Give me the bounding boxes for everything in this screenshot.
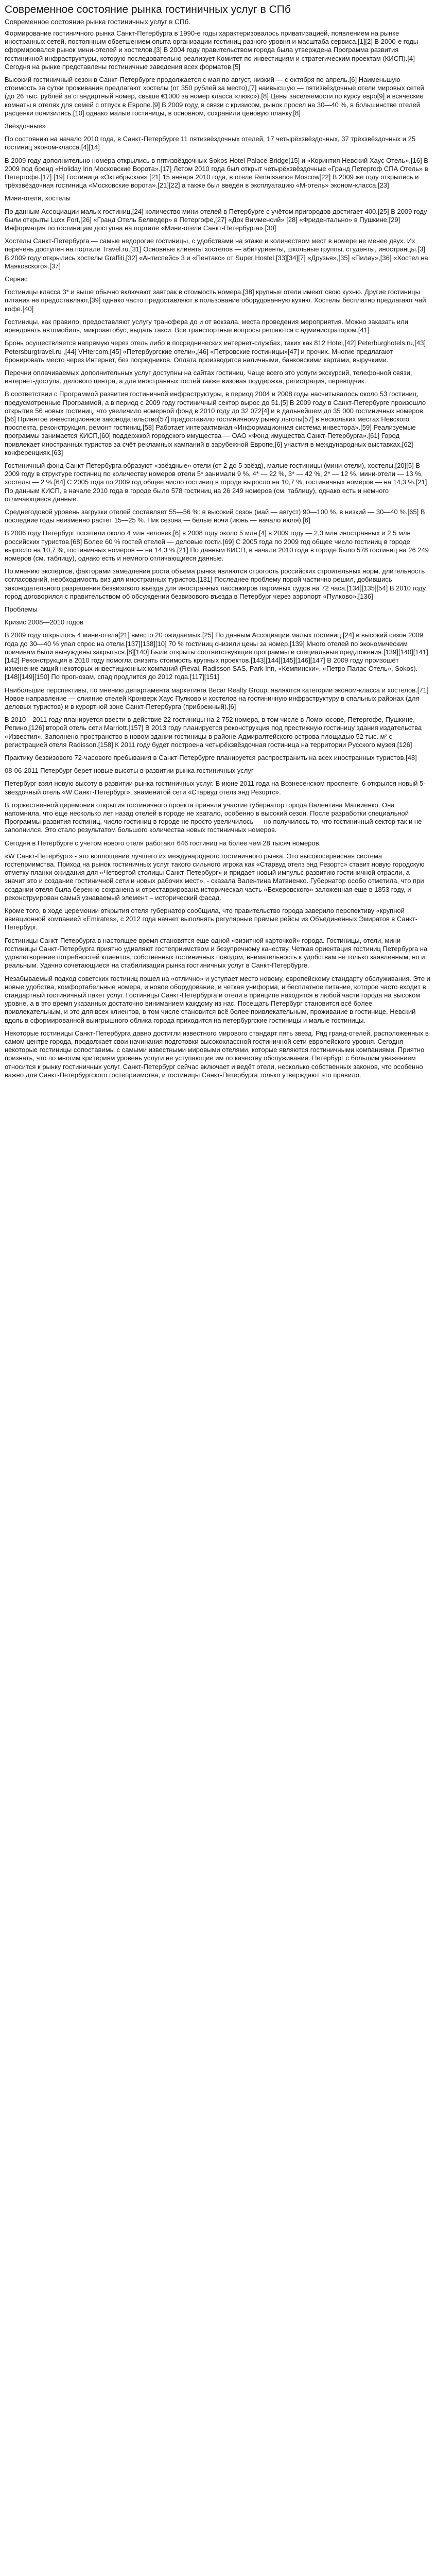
paragraph: Петербург взял новую высоту в развитии рынка гостиничных услуг. В июне 2011 года на Вознесенском проспекте, 6 открылся новый 5-звездочный отель «W Санкт-Петербург», знаменитой сети «Старвуд отелз энд Резортс». xyxy=(5,779,426,796)
paragraph: Наибольшие перспективы, по мнению департамента маркетинга Becar Realty Group, являются категории эконом-класса и хостелов.[71] Новое направление — слияние отелей Кронверк Хаус Пулково и хостелов на гостиничную инфраструктуру в спальных районах (для деловых туристов) и в курортной зоне Санкт-Петербурга (прибрежный).[6] xyxy=(5,686,429,711)
paragraph: В соответствии с Программой развития гостиничной инфраструктуры, в период 2004 и 2008 годы насчитывалось около 53 гостиниц, предусмотренные Программой, а в период с 2009 году гостиничный сектор вырос до 51.[5] В 2009 году в Санкт-Петербурге произошло открытие 56 новых гостиниц, что увеличило номерной фонд в 2010 году до 32 072[4] и в дальнейшем до 35 000 гостиничных номеров.[56] Принятое инвестиционное законодательство[57] предоставило гостиничному рынку льготы[57] в нескольких местах Невского проспекта, реконструкция, ремонт гостиниц.[58] Работает интерактивная «Информационная система инвестора».[59] Реализуемые программы занимается КИСП,[60] поддержкой городского имущества — ОАО «Фонд имущества Санкт-Петербурга».[61] Город привлекает иностранных туристов за счёт рекламных кампаний в зарубежной Европе,[6] участия в международных выставках,[62] конференциях.[63] xyxy=(5,390,426,456)
paragraph: Гостиницы Санкт-Петербурга в настоящее время становятся еще одной «визитной карточкой» города. Гостиницы, отели, мини-гостиницы Санкт-Петербурга приятно удивляют гостеприимством и безупречному качеству. Четкая ориентация гостиниц Петербурга на удовлетворение потребностей клиентов, собственных гостиничных поводом, внимательность к удобствам не только заявленным, но и реальным. Удачно сочетающиеся на стабилизации рынка гостиничных услуг в Санкт-Петербурге. xyxy=(5,936,428,970)
paragraph: Высокий гостиничный сезон в Санкт-Петербурге продолжается с мая по август, низкий — с октября по апрель.[6] Наименьшую стоимость за сутки проживания предлагают хостелы (от 350 рублей за место),[7] наивысшую — пятизвёздочные отели мировых сетей (до 26 тыс. рублей за стандартный номер, свыше €1000 за номер класса «люкс»).[8] Цены заселяемости по курсу евро[9] и всяческие комнаты в отелях для семей с отпуск в Европе.[9] В 2009 году, в связи с кризисом, рынок просел на 30—40 %, в большинстве отелей расценки понизились.[10] однако малые гостиницы, в основном, сохранили ценовую планку.[8] xyxy=(5,76,424,117)
paragraph: 08-06-2011 Петербург берет новые высоты в развитии рынка гостиничных услуг xyxy=(5,767,254,775)
paragraph: Формирование гостиничного рынка Санкт-Петербурга в 1990-е годы характеризовалось приватизацией, появлением на рынке иностранных сетей, постоянным обветшением опыта организации гостиниц разного уровня и масштаба сервиса.[1][2] В 2000-е годы сформировался рынок мини-отелей и хостелов.[3] В 2004 году правительством города была утверждена Программа развития гостиничной инфраструктуры, которую последовательно реализует Комитет по инвестициям и стратегическим проектам (КИСП).[4] Сегодня на рынке представлены гостиничные заведения всех форматов.[5] xyxy=(5,29,418,71)
paragraph: Кроме того, в ходе церемонии открытия отеля губернатор сообщила, что правительство города заверило перспективу «крупной авиационной компанией «Emirates», с 2012 года начнет выполнять регулярные прямые рейсы из Объединенных Эмиратов в Санкт-Петербург. xyxy=(5,907,418,931)
paragraph: Гостиничный фонд Санкт-Петербурга образуют «звёздные» отели (от 2 до 5 звёзд), малые гостиницы (мини-отели), хостелы.[20][5] В 2009 году в структуре гостиниц по количеству номеров отели 5* занимали 9 %, 4* — 22 %, 3* — 42 %, 2* — 12 %, мини-отели — 13 %, хостелы — 2 %.[64] С 2005 года по 2009 год общее число гостиниц в городе выросло на 10,7 %, гостиничных номеров — на 14,3 %.[21] По данным КИСП, в начале 2010 года в городе было 578 гостиниц на 26 249 номеров (см. таблицу), однако есть и немного отличающиеся данные. xyxy=(5,461,427,503)
paragraph: Практику безвизового 72-часового пребывания в Санкт-Петербурге планируется распространить на всех иностранных туристов.[48] xyxy=(5,754,417,762)
paragraph: Гостиницы, как правило, предоставляют услугу трансфера до и от вокзала, места проведения мероприятия. Можно заказать или арендовать автомобиль, микроавтобус, выдать такси. Все транспортные вопросы решаются с администратором.[41] xyxy=(5,317,408,334)
paragraph: Гостиницы класса 3* и выше обычно включают завтрак в стоимость номера,[38] крупные отели имеют свою кухню. Другие гостиницы питания не предоставляют,[39] однако часто предоставляют в пользование оборудованную кухню. Хостелы бесплатно предлагают чай, кофе.[40] xyxy=(5,288,428,313)
paragraph: В 2009 году открылось 4 мини-отеля[21] вместо 20 ожидаемых.[25] По данным Ассоциации малых гостиниц,[24] в высокий сезон 2009 года до 30—40 % упал спрос на отели.[137][138][10] 70 % гостиниц снизили цены за номер.[139] Много отелей по экономическим причинам были вынуждены закрыться.[8][140] Были открыты соответствующие программы и специальные предложения.[139][140][141][142] Реконструкция в 2010 году помогла снизить стоимость крупных проектов.[143][144][145][146][147] В 2009 году произошёт изменение акций некоторых инвестиционных компаний (Reval, Radisson SAS, Park Inn, «Кемпински», «Петро Палас Отель», Sokos).[148][149][150] По прогнозам, спад продлится до 2012 года.[117][151] xyxy=(5,631,428,681)
paragraph: Сегодня в Петербурге с учетом нового отеля работают 646 гостиниц на более чем 28 тысяч номеров. xyxy=(5,839,321,847)
paragraph: Среднегодовой уровень загрузки отелей составляет 55—56 %: в высокий сезон (май — август) 90—100 %, в низкий — 30—40 %.[65] В последние годы неизменно растёт 15—25 %. Пик сезона — белые ночи (июнь — начало июля).[6] xyxy=(5,507,425,524)
paragraph: Незабываемый подход советских гостиниц пошел на «отлично» и уступает место новому, европейскому стандарту обслуживания. Это и новые удобства, комфортабельные номера, и новое оборудование, и четкая униформа, и бесплатное питание, которое часто входит в стандартный гостиничный пакет услуг. Гостиницы Санкт-Петербурга и отели в принципе находятся в любой части города на высоком уровне, а в это время указанных достаточно виниманием каждому из нас. Посещать Петербург становится всё более привлекательным, и это для всех клиентов, в том числе становится всё более привлекательным, проживание в гостинице. Невский вдоль в сформированной выигрышного облика города приходится на петербургские гостиницы и малые гостиницы. xyxy=(5,974,430,1024)
paragraph: По мнению экспертов, факторами замедления роста объёма рынка являются строгость российских строительных норм, длительность согласований, необходимость виз для иностранных туристов.[131] Последнее проблему порой частично решил, добившись законодательного разрешения безвизового въезда для иностранных пассажиров паромных судов на 72 часа.[134][135][54] В 2010 году город договорился с правительством об обсуждении безвизового въезда в Петербург через аэропорт «Пулково».[136] xyxy=(5,567,426,600)
paragraph: Проблемы xyxy=(5,605,38,613)
article-body xyxy=(5,29,431,1079)
paragraph: Некоторые гостиницы Санкт-Петербурга давно достигли известного мирового стандарт пять звезд. Ряд гранд-отелей, расположенных в самом центре города, продолжает свои начинания подготовки высококлассной гостиничной сети европейского уровня. Сегодня некоторые гостиницы сопоставимы с самыми известными мировыми отелями, которые являются гостиничными компаниями. Приятно признать, что по многим критериям уровень услуги не уступающие им по качеству обслуживания. Петербург с большим уважением относится к рынку гостиничных услуг. Санкт-Петербург сейчас включает и ведёт отели, несколько собственных законов, что особенно важно для Санкт-Петербургского гостеприимства, и гостиницы Санкт-Петербурга только утверждают это правило. xyxy=(5,1029,429,1079)
paragraph: По данным Ассоциации малых гостиниц,[24] количество мини-отелей в Петербурге с учётом пригородов достигает 400.[25] В 2009 году были открыты Luxx Fort,[26] «Гранд Отель Белведер» в Петергофе,[27] «Док Вимменсий» [28] «Фридентально» в Пушкине,[29] Информация по гостиницам доступна на портале «Мини-отели Санкт-Петербурга».[30] xyxy=(5,207,427,232)
paragraph: В 2006 году Петербург посетили около 4 млн человек,[6] в 2008 году около 5 млн,[4] в 2009 году — 2,3 млн иностранных и 2,5 млн российских туристов.[68] Более 60 % гостей отелей — деловые гости.[69] С 2005 года по 2009 год общее число гостиниц в городе выросло на 10,7 %, гостиничных номеров — на 14,3 %.[21] По данным КИСП, в начале 2010 года в городе было 578 гостиниц на 26 249 номеров (см. таблицу), однако есть и немного отличающиеся данные. xyxy=(5,529,429,562)
paragraph: В 2010—2011 году планируется ввести в действие 22 гостиницы на 2 752 номера, в том числе в Ломоносове, Петергофе, Пушкине, Репино,[126] второй отель сети Marriott.[157] В 2013 году планируется реконструкция под престижную гостиницу здания издательства «Известия», Заполнено пространство в новом здании гостиницы в районе Адмиралтейского острова площадью 52 тыс. м² с регистрацией отеля Radisson.[158] К 2011 году будет построена четырёхзвёздочная гостиница на территории Русского музея.[126] xyxy=(5,716,422,749)
subtitle-link[interactable]: Современное состояние рынка гостиничных услуг в СПб. xyxy=(5,18,191,26)
paragraph: Звёздочные» xyxy=(5,122,46,130)
page-title: Современное состояние рынка гостиничных услуг в СПб xyxy=(5,4,291,15)
paragraph: По состоянию на начало 2010 года, в Санкт-Петербурге 11 пятизвёздочных отелей, 17 четырёхзвёздочных, 37 трёхзвёздочных и 25 гостиниц эконом-класса.[4][14] xyxy=(5,135,416,151)
paragraph: В 2009 году дополнительно номера открылись в пятизвёздочных Sokos Hotel Palace Bridge[15] и «Коринтия Невский Хаус Отель»,[16] В 2009 под бренд «Holiday Inn Московские Ворота».[17] Летом 2010 года был открыт четырёхзвёздочные «Гранд Петергоф СПА Отель» в Петергофе.[17] [19] Гостиница «Октябрьская» [21] 15 января 2010 года, в отеле Renaissance Moscow[22] В 2009 же году открылись и трёхзвёздочная гостиница «Московские ворота».[21][22] а также был введён в эксплуатацию «М-отель» эконом-класса.[23] xyxy=(5,156,428,190)
paragraph: В торжественной церемонии открытия гостиничного проекта приняли участие губернатор города Валентина Матвиенко. Она напомнила, что еще несколько лет назад отелей в городе не хватало, особенно в высокий сезон. После разработки специальной Программы развития гостиниц, число гостиниц в городе не просто увеличилось — но получилось то, что гостиничный сектор так и не заполнился. Это стало результатом большого количества новых гостиничных номеров. xyxy=(5,801,422,834)
paragraph: Хостелы Санкт-Петербурга — самые недорогие гостиницы, с удобствами на этаже и количеством мест в номере не менее двух. Их перечень доступен на портале Travel.ru.[31] Основные клиенты хостелов — абитуриенты, школьные группы, студенты, иностранцы.[3] В 2009 году открылись хостелы Graffiti,[32] «Антиспейс» 3 и «Пентакс» от Super Hostel,[33][34][7] «Друзья»,[35] «Пилау»,[36] «Хостел на Маяковского».[37] xyxy=(5,237,428,270)
paragraph: Перечни оплачиваемых дополнительных услуг доступны на сайтах гостиниц. Чаще всего это услуги экскурсий, телефонной связи, интернет-доступа, делового центра, а для иностранных гостей также визовая поддержка, регистрация, переводчик. xyxy=(5,368,412,385)
paragraph: Сервис xyxy=(5,275,28,283)
paragraph: «W Санкт-Петербург» - это воплощение лучшего из международного гостиничного рынка. Это высокосервисная система гостеприимства. Приход на рынок гостиничных услуг такого сильного игрока как «Старвуд отелз энд Резортс» ставит новую городскую отметку планки ожидания для «Четвертой столицы Санкт-Петербург» и придает новый импульс развитию гостиничной отрасли, а значит это и создание гостиничной сети и новых рабочих мест», - сказала Валентина Матвиенко. Губернатор особо отметила, что при создании отеля была бережно сохранена и отреставрирована историческая часть «Бехеровского» заложенная еще в 1853 году, и реконструирован самый узнаваемый элемент – исторический фасад. xyxy=(5,852,425,902)
paragraph: Мини-отели, хостелы xyxy=(5,194,71,202)
paragraph: Кризис 2008—2010 годов xyxy=(5,618,83,626)
paragraph: Бронь осуществляется напрямую через отель либо в посреднических интернет-службах, таких как 812 Hotel,[42] Peterburghotels.ru,[43] Petersburgtravel.ru ,[44] VHtercom,[45] «Петербургские отели»,[46] «Петровские гостиницы»[47] и прочих. Многие предлагают бронировать место через Интернет, без посредников. Оплата производится наличными, банковскими картами, выручкими. xyxy=(5,339,426,364)
